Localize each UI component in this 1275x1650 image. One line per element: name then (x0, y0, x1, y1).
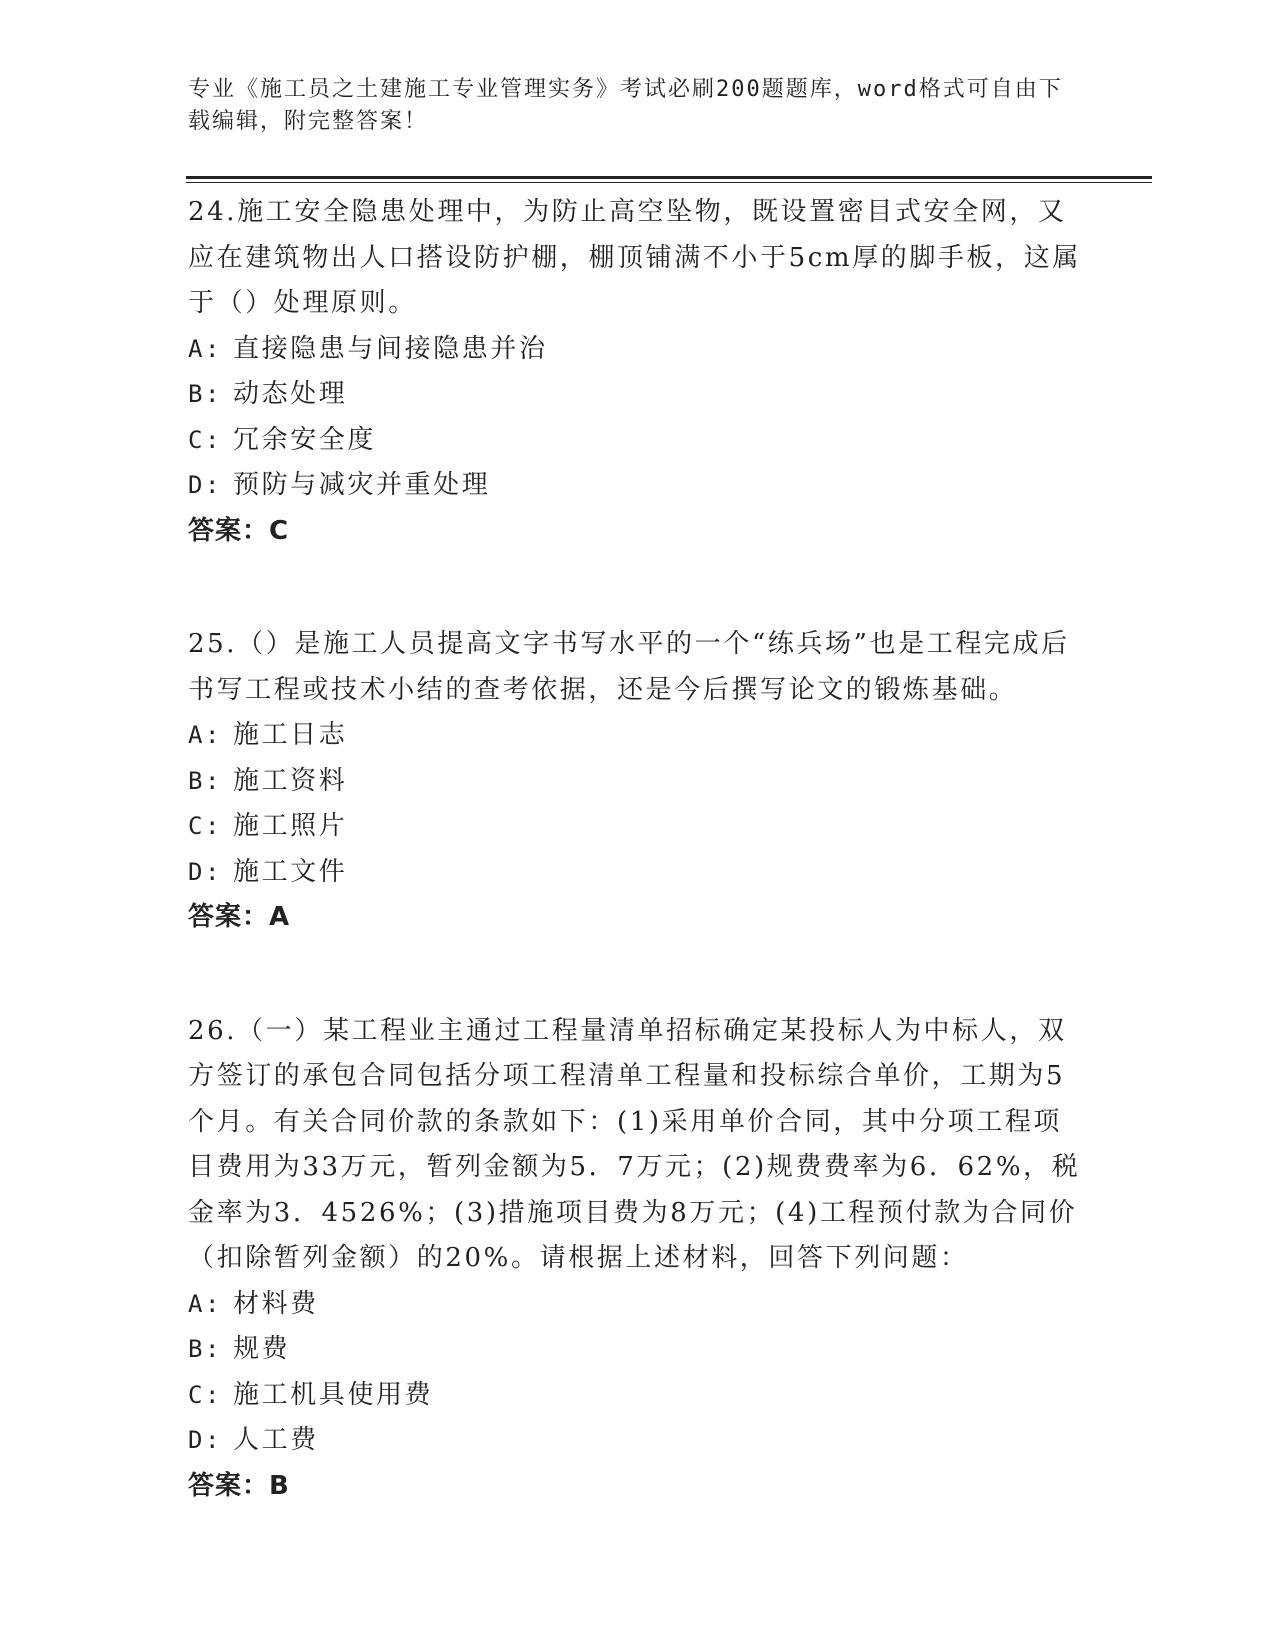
option-letter: B: (188, 1335, 223, 1363)
option-letter: B: (188, 766, 223, 795)
answer-line: 答案：A (188, 902, 291, 932)
question-stem: 24.施工安全隐患处理中，为防止高空坠物，既设置密目式安全网，又应在建筑物出人口搭设防护棚，棚顶铺满不小于5cm厚的脚手板，这属于（）处理原则。 (188, 197, 1081, 318)
option-text: 直接隐患与间接隐患并治 (232, 333, 548, 364)
option-text: 预防与减灾并重处理 (232, 470, 491, 500)
option-c (188, 1373, 1088, 1419)
option-letter: D: (188, 1426, 223, 1454)
option-letter: D: (188, 857, 223, 886)
option-text: 施工日志 (232, 720, 348, 750)
question-24 (188, 190, 1088, 554)
document-header: 专业《施工员之土建施工专业管理实务》考试必刷200题题库，word格式可自由下载编辑，附完整答案！ (188, 77, 1063, 134)
option-text: 动态处理 (232, 379, 348, 409)
option-letter: A: (188, 1289, 223, 1318)
question-26 (188, 1009, 1088, 1510)
header-divider-thin (186, 182, 1152, 183)
header-divider-thick (186, 176, 1152, 179)
option-b (188, 372, 1088, 418)
option-text: 人工费 (232, 1425, 319, 1455)
option-letter: D: (188, 471, 223, 499)
option-a (188, 1282, 1088, 1328)
option-letter: C: (188, 425, 223, 454)
option-text: 施工机具使用费 (232, 1379, 434, 1410)
option-text: 规费 (232, 1334, 291, 1364)
question-list (188, 190, 1088, 1577)
option-letter: A: (188, 334, 223, 363)
option-d (188, 850, 1088, 896)
option-text: 施工资料 (232, 765, 348, 796)
option-letter: C: (188, 812, 223, 840)
option-text: 施工文件 (232, 856, 348, 887)
answer-line: 答案：C (188, 515, 290, 546)
option-c (188, 418, 1088, 464)
question-stem: 25.（）是施工人员提高文字书写水平的一个“练兵场”也是工程完成后书写工程或技术小结的查考依据，还是今后撰写论文的锻炼基础。 (188, 629, 1070, 705)
option-d (188, 463, 1088, 509)
option-b (188, 759, 1088, 805)
question-25 (188, 622, 1088, 941)
option-letter: A: (188, 721, 223, 749)
option-letter: C: (188, 1380, 223, 1409)
option-c (188, 804, 1088, 850)
option-a (188, 327, 1088, 373)
option-text: 施工照片 (232, 811, 348, 841)
option-letter: B: (188, 380, 223, 408)
option-d (188, 1418, 1088, 1464)
answer-line: 答案：B (188, 1470, 290, 1501)
option-a (188, 713, 1088, 759)
question-stem: 26.（一）某工程业主通过工程量清单招标确定某投标人为中标人，双方签订的承包合同包括分项工程清单工程量和投标综合单价，工期为5个月。有关合同价款的条款如下：(1)采用单价合同，其中分项工程项目费用为33万元，暂列金额为5．7万元；(2)规费费率为6．62%，税金率为3．4526%；(3)措施项目费为8万元；(4)工程预付款为合同价（扣除暂列金额）的20%。请根据上述材料，回答下列问题： (188, 1015, 1081, 1273)
option-text: 材料费 (232, 1288, 319, 1319)
option-text: 冗余安全度 (232, 424, 376, 455)
option-b (188, 1327, 1088, 1373)
